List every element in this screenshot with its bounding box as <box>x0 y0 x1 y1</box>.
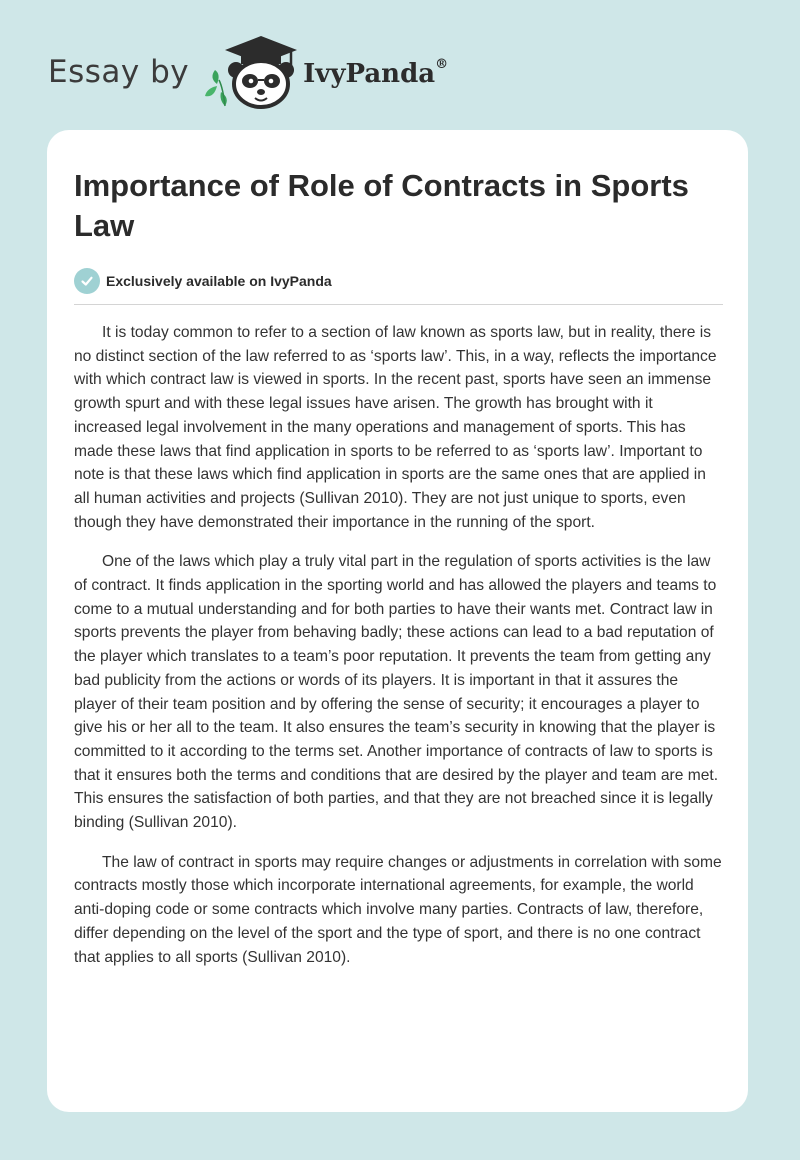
exclusive-badge <box>74 268 722 294</box>
site-header <box>48 34 448 110</box>
brand-name: IvyPanda® <box>303 57 449 89</box>
essay-by-label: Essay by <box>48 54 190 90</box>
checkmark-icon <box>74 268 100 294</box>
registered-mark: ® <box>435 57 449 72</box>
essay-paragraph: The law of contract in sports may require changes or adjustments in correlation with some contracts mostly those which incorporate international agreements, for example, the world anti-doping code or some contracts which involve many parties. Contracts of law, therefore, differ depending on the level of the sport and the type of sport, and there is no one contract that applies to all sports (Sullivan 2010). <box>74 853 722 966</box>
divider <box>74 304 723 305</box>
essay-card <box>47 130 748 1112</box>
exclusive-badge-label: Exclusively available on IvyPanda <box>106 273 332 289</box>
ivypanda-logo-icon <box>203 34 299 110</box>
essay-title: Importance of Role of Contracts in Sports Law <box>74 168 689 243</box>
essay-paragraph: It is today common to refer to a section of law known as sports law, but in reality, there is no distinct section of the law referred to as ‘sports law’. This, in a way, reflects the importance with which contract law is viewed in sports. In the recent past, sports have seen an immense growth spurt and with these legal issues have arisen. The growth has brought with it increased legal involvement in the many operations and management of sports. This has made these laws that find application in sports to be referred to as ‘sports law’. Important to note is that these laws which find application in sports are the same ones that are applied in all human activities and projects (Sullivan 2010). They are not just unique to sports, even though they have demonstrated their importance in the running of the sport. <box>74 324 717 531</box>
essay-body <box>74 321 724 969</box>
essay-paragraph: One of the laws which play a truly vital part in the regulation of sports activities is the law of contract. It finds application in the sporting world and has allowed the players and teams to come to a mutual understanding and for both parties to have their wants met. Contract law in sports prevents the player from behaving badly; these actions can lead to a bad reputation of the player which translates to a team’s poor reputation. It prevents the team from getting any bad publicity from the actions or words of its players. It is important in that it assures the player of their team position and by offering the sense of security; it encourages a player to give his or her all to the team. It also ensures the team’s security in knowing that the player is committed to it according to the terms set. Another importance of contracts of law to sports is that it ensures both the terms and conditions that are desired by the player and team are met. This ensures the satisfaction of both parties, and that they are not breached since it is legally binding (Sullivan 2010). <box>74 553 719 832</box>
